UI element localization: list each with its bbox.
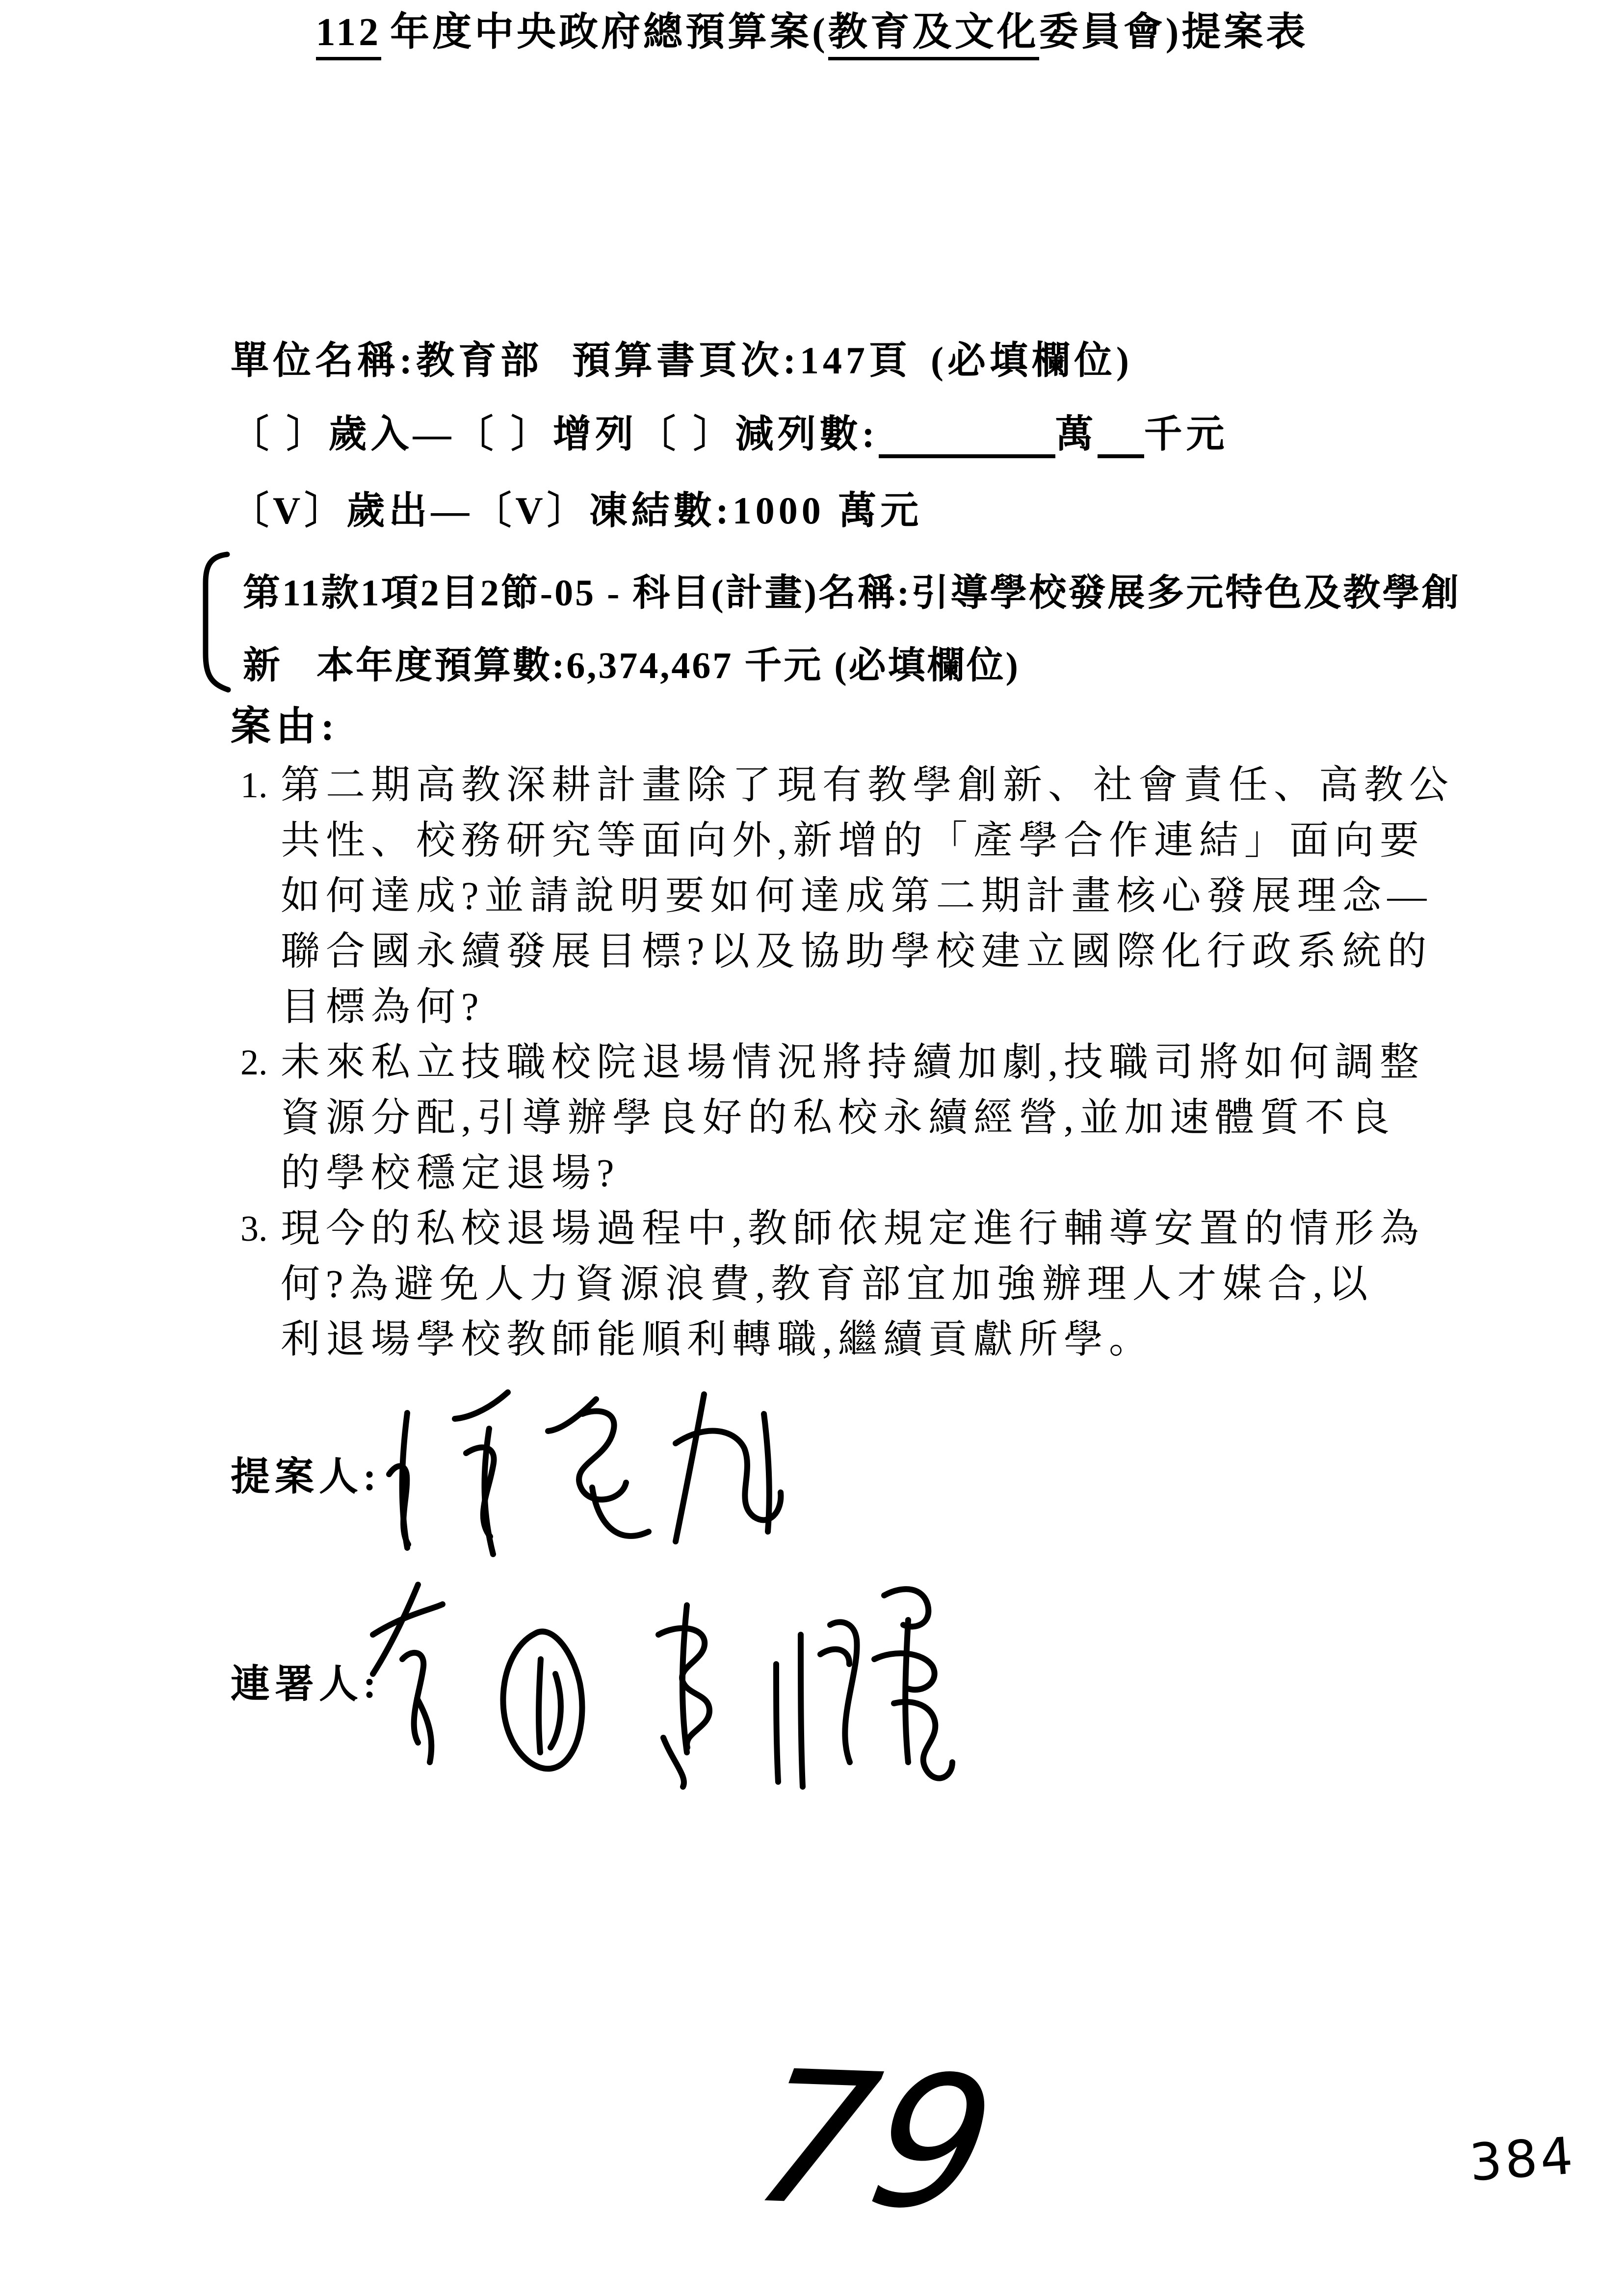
case-item-number: 3. [240, 1209, 268, 1249]
case-line: 如何達成?並請說明要如何達成第二期計畫核心發展理念— [281, 875, 1433, 918]
case-item-1 [240, 758, 1468, 1035]
expenditure-label: 歲出— [346, 489, 473, 532]
amount-blank-line [879, 418, 1055, 458]
budget-amount-label: 本年度預算數: [316, 645, 567, 686]
case-line: 資源分配,引導辦學良好的私校永續經營,並加速體質不良 [281, 1096, 1395, 1140]
budget-page-label: 預算書頁次: [572, 339, 800, 382]
freeze-unit: 萬元 [838, 489, 923, 532]
title-part1: 年度中央政府總預算案( [390, 11, 828, 54]
proposer-signature [361, 1383, 802, 1575]
subject-line1: 第11款1項2目2節-05 - 科目(計畫)名稱:引導學校發展多元特色及教學創 [243, 573, 1461, 614]
subject-left-bracket [199, 549, 233, 694]
document-title [0, 0, 1624, 56]
proposer-label: 提案人: [231, 1456, 381, 1499]
freeze-value: 1000 [732, 489, 825, 532]
case-item-2 [240, 1035, 1468, 1201]
freeze-checkbox: 〔V〕 [473, 489, 589, 532]
freeze-label: 凍結數: [589, 489, 733, 532]
case-item-3 [240, 1201, 1468, 1368]
case-line: 現今的私校退場過程中,教師依規定進行輔導安置的情形為 [281, 1207, 1425, 1251]
revenue-line [231, 403, 1229, 458]
case-item-text [281, 1201, 1468, 1368]
subject-line2-prefix: 新 [243, 645, 282, 686]
case-line: 聯合國永續發展目標?以及協助學校建立國際化行政系統的 [281, 930, 1433, 973]
budget-page-value: 147頁 [799, 339, 911, 382]
revenue-label: 歲入— [328, 413, 455, 455]
case-item-number: 1. [240, 765, 268, 806]
wan-unit-label: 萬 [1055, 413, 1098, 455]
increase-label: 增列 [553, 413, 638, 455]
expenditure-line [231, 480, 922, 535]
case-line: 目標為何? [281, 986, 485, 1029]
case-line: 未來私立技職校院退場情況將持續加劇,技職司將如何調整 [281, 1041, 1425, 1084]
case-line: 何?為避免人力資源浪費,教育部宜加強辦理人才媒合,以 [281, 1263, 1374, 1306]
case-heading: 案由: [231, 704, 340, 749]
unit-line [231, 330, 1133, 385]
expenditure-checkbox: 〔V〕 [231, 489, 347, 532]
case-item-text [281, 1035, 1468, 1201]
title-part2: 委員會)提案表 [1039, 11, 1309, 54]
decrease-checkbox: 〔 〕 [637, 413, 735, 455]
required-field-note: (必填欄位) [931, 339, 1133, 382]
decrease-label: 減列數: [735, 413, 879, 455]
case-line: 利退場學校教師能順利轉職,繼續貢獻所學。 [281, 1318, 1154, 1361]
cosigner-label: 連署人: [231, 1663, 381, 1706]
cosigner-signature [343, 1575, 962, 1820]
subject-block [243, 557, 1509, 702]
handwritten-corner-number: 384 [1467, 2125, 1578, 2193]
case-item-number: 2. [240, 1043, 268, 1083]
case-line: 第二期高教深耕計畫除了現有教學創新、社會責任、高教公 [281, 764, 1454, 807]
revenue-checkbox: 〔 〕 [231, 413, 329, 455]
unit-name-label: 單位名稱: [231, 339, 416, 382]
increase-checkbox: 〔 〕 [455, 413, 553, 455]
budget-amount-value: 6,374,467 千元 [566, 645, 823, 686]
unit-name-value: 教育部 [416, 339, 543, 382]
subject-line2 [243, 629, 1509, 702]
title-committee: 教育及文化 [828, 11, 1039, 60]
thousand-yuan-label: 千元 [1144, 413, 1229, 455]
case-list [240, 758, 1468, 1368]
case-line: 的學校穩定退場? [281, 1152, 620, 1195]
thousand-blank-line [1098, 418, 1144, 458]
case-item-text [281, 758, 1468, 1035]
budget-required-note: (必填欄位) [834, 645, 1020, 686]
title-year: 112 [316, 11, 382, 60]
handwritten-page-number: 79 [740, 2032, 1009, 2251]
case-line: 共性、校務研究等面向外,新增的「產學合作連結」面向要 [281, 819, 1425, 862]
